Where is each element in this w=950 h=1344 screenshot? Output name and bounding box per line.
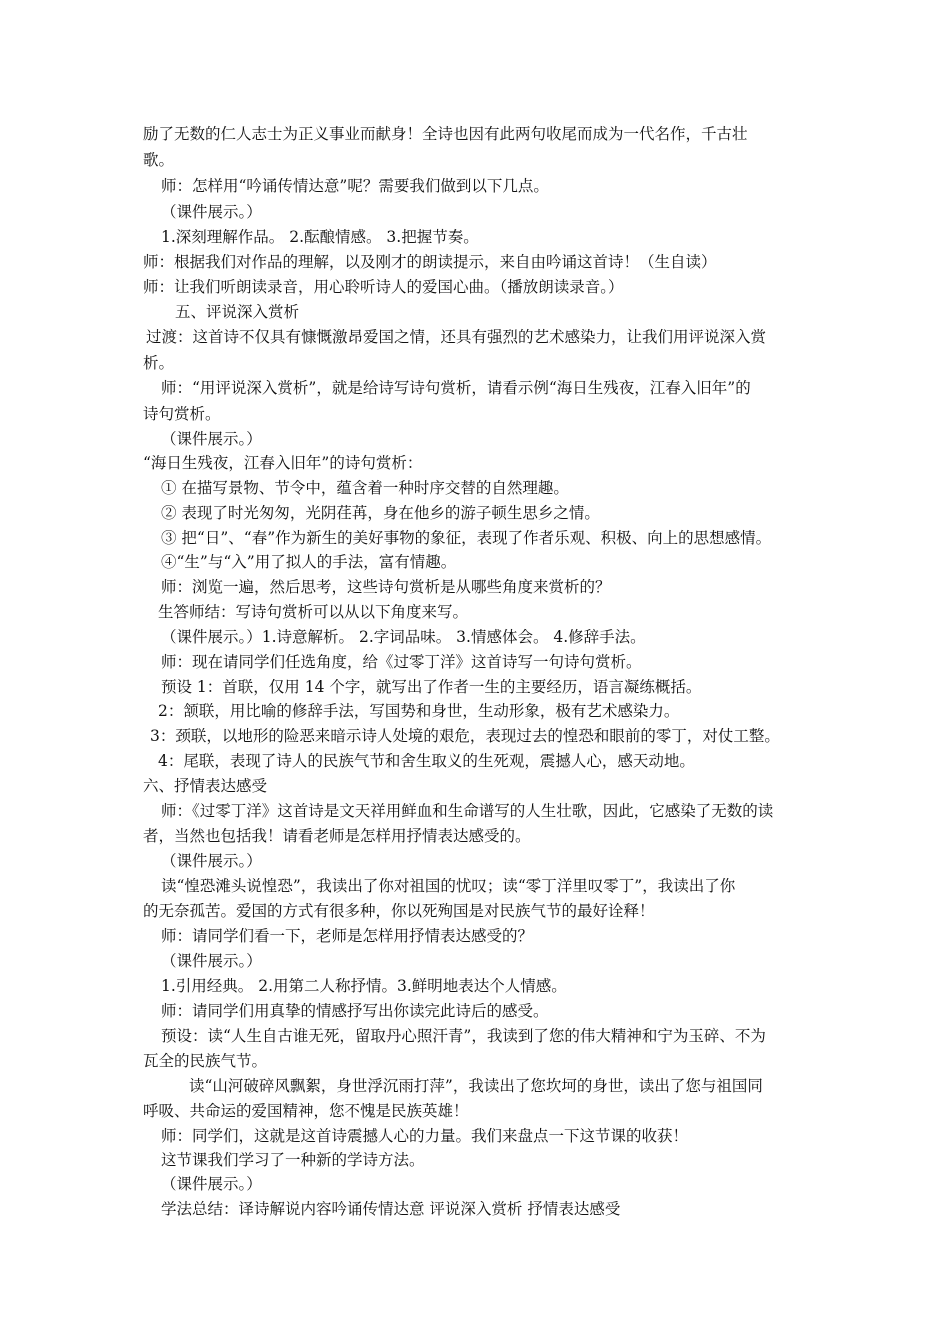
text-line: 师：根据我们对作品的理解，以及刚才的朗读提示，来自由吟诵这首诗！（生自读） bbox=[143, 253, 717, 271]
text-line: 师：请同学们用真挚的情感抒写出你读完此诗后的感受。 bbox=[161, 1002, 549, 1020]
text-line: 歌。 bbox=[143, 151, 175, 169]
list-item: ② 表现了时光匆匆，光阴荏苒，身在他乡的游子顿生思乡之情。 bbox=[161, 504, 600, 522]
text-line: 2：颔联，用比喻的修辞手法，写国势和身世，生动形象，极有艺术感染力。 bbox=[158, 702, 680, 720]
text-line: 师：请同学们看一下，老师是怎样用抒情表达感受的？ bbox=[161, 927, 534, 945]
text-line: 这节课我们学习了一种新的学诗方法。 bbox=[161, 1151, 425, 1169]
text-line: 师：同学们，这就是这首诗震撼人心的力量。我们来盘点一下这节课的收获！ bbox=[161, 1127, 689, 1145]
text-line: （课件展示。）1.诗意解析。 2.字词品味。 3.情感体会。 4.修辞手法。 bbox=[161, 628, 646, 646]
text-line: “海日生残夜，江春入旧年”的诗句赏析： bbox=[143, 454, 423, 472]
text-line: （课件展示。） bbox=[161, 852, 262, 870]
text-line: （课件展示。） bbox=[161, 952, 262, 970]
text-line: 1.引用经典。 2.用第二人称抒情。3.鲜明地表达个人情感。 bbox=[161, 977, 567, 995]
text-line: 生答师结：写诗句赏析可以从以下角度来写。 bbox=[158, 603, 469, 621]
text-line: （课件展示。） bbox=[161, 430, 262, 448]
section-heading: 五、评说深入赏析 bbox=[175, 303, 300, 321]
text-line: 过渡：这首诗不仅具有慷慨激昂爱国之情，还具有强烈的艺术感染力，让我们用评说深入赏 bbox=[146, 328, 767, 346]
text-line: 3：颈联，以地形的险恶来暗示诗人处境的艰危，表现过去的惶恐和眼前的零丁，对仗工整。 bbox=[150, 727, 780, 745]
text-line: 者，当然也包括我！请看老师是怎样用抒情表达感受的。 bbox=[143, 827, 531, 845]
list-item: ③ 把“日”、“春”作为新生的美好事物的象征，表现了作者乐观、积极、向上的思想感情。 bbox=[161, 529, 772, 547]
text-line: 析。 bbox=[143, 354, 175, 372]
section-heading: 六、抒情表达感受 bbox=[143, 777, 268, 795]
text-line: 读“山河破碎风飘絮，身世浮沉雨打萍”，我读出了您坎坷的身世，读出了您与祖国同 bbox=[189, 1077, 763, 1095]
text-line: 师：《过零丁洋》这首诗是文天祥用鲜血和生命谱写的人生壮歌，因此，它感染了无数的读 bbox=[161, 802, 774, 820]
text-line: 师：怎样用“吟诵传情达意”呢？需要我们做到以下几点。 bbox=[161, 177, 549, 195]
text-line: 瓦全的民族气节。 bbox=[143, 1052, 268, 1070]
text-line: 读“惶恐滩头说惶恐”，我读出了你对祖国的忧叹；读“零丁洋里叹零丁”，我读出了你 bbox=[161, 877, 736, 895]
text-line: 呼吸、共命运的爱国精神，您不愧是民族英雄！ bbox=[143, 1102, 469, 1120]
text-line: 1.深刻理解作品。 2.酝酿情感。 3.把握节奏。 bbox=[161, 228, 479, 246]
text-line: 励了无数的仁人志士为正义事业而献身！全诗也因有此两句收尾而成为一代名作，千古壮 bbox=[143, 125, 748, 143]
text-line: 4：尾联，表现了诗人的民族气节和舍生取义的生死观，震撼人心，感天动地。 bbox=[158, 752, 695, 770]
list-item: ④“生”与“入”用了拟人的手法，富有情趣。 bbox=[161, 553, 457, 571]
text-line: 师：让我们听朗读录音，用心聆听诗人的爱国心曲。（播放朗读录音。） bbox=[143, 278, 624, 296]
text-line: 诗句赏析。 bbox=[143, 405, 221, 423]
text-line: 师：现在请同学们任选角度，给《过零丁洋》这首诗写一句诗句赏析。 bbox=[161, 653, 642, 671]
text-line: 预设 1：首联，仅用 14 个字，就写出了作者一生的主要经历，语言凝练概括。 bbox=[161, 678, 702, 696]
text-line: 师：浏览一遍，然后思考，这些诗句赏析是从哪些角度来赏析的？ bbox=[161, 578, 611, 596]
text-line: （课件展示。） bbox=[161, 203, 262, 221]
text-line: 的无奈孤苦。爱国的方式有很多种，你以死殉国是对民族气节的最好诠释！ bbox=[143, 902, 655, 920]
text-line: 预设：读“人生自古谁无死，留取丹心照汗青”，我读到了您的伟大精神和宁为玉碎、不为 bbox=[161, 1027, 766, 1045]
list-item: ① 在描写景物、节令中，蕴含着一种时序交替的自然理趣。 bbox=[161, 479, 569, 497]
text-line: （课件展示。） bbox=[161, 1175, 262, 1193]
text-line: 师：“用评说深入赏析”，就是给诗写诗句赏析，请看示例“海日生残夜，江春入旧年”的 bbox=[161, 379, 751, 397]
summary-line: 学法总结：译诗解说内容吟诵传情达意 评说深入赏析 抒情表达感受 bbox=[161, 1200, 621, 1218]
